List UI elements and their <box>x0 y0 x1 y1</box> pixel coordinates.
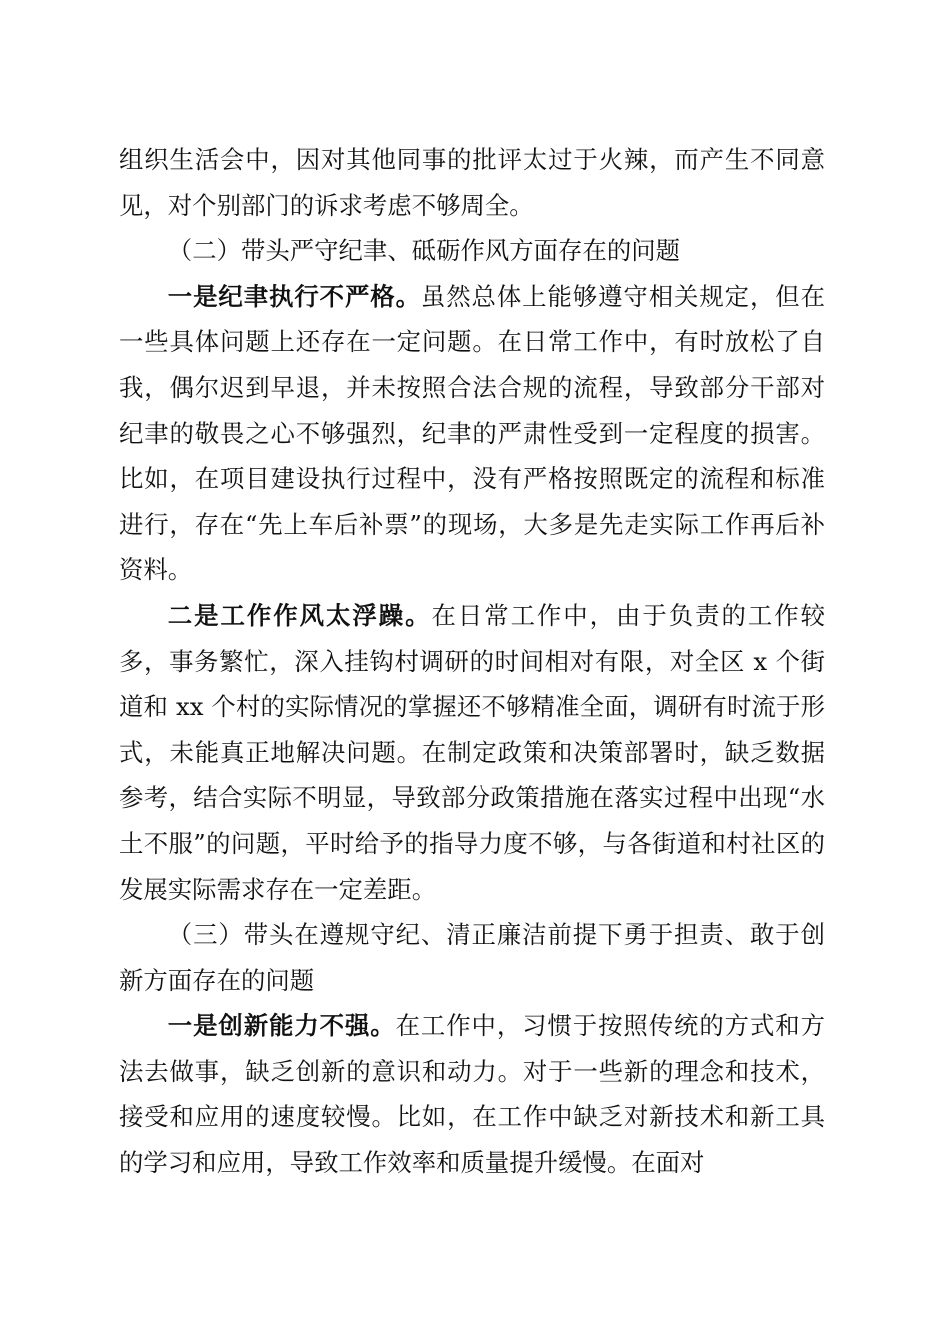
document-page <box>119 137 825 1186</box>
section-3-item-1-body: 在工作中，习惯于按照传统的方式和方法去做事，缺乏创新的意识和动力。对于一些新的理念和技术，接受和应用的速度较慢。比如，在工作中缺乏对新技术和新工具的学习和应用，导致工作效率和质量提升缓慢。在面对 <box>119 1011 825 1178</box>
section-3-item-1-lead: 一是创新能力不强。 <box>167 1011 396 1041</box>
section-2-item-2-body: 在日常工作中，由于负责的工作较多，事务繁忙，深入挂钩村调研的时间相对有限，对全区 x 个街道和 xx 个村的实际情况的掌握还不够精准全面，调研有时流于形式，未能真正地解决问题。在制定政策和决策部署时，缺乏数据参考，结合实际不明显，导致部分政策措施在落实过程中出现“水土不服”的问题，平时给予的指导力度不够，与各街道和村社区的发展实际需求存在一定差距。 <box>119 600 825 904</box>
section-2-item-1 <box>119 274 825 593</box>
section-2-item-1-lead: 一是纪聿执行不严格。 <box>167 281 421 311</box>
section-2-item-1-body: 虽然总体上能够遵守相关规定，但在一些具体问题上还存在一定问题。在日常工作中，有时放松了自我，偶尔迟到早退，并未按照合法合规的流程，导致部分干部对纪聿的敬畏之心不够强烈，纪聿的严肃性受到一定程度的损害。比如，在项目建设执行过程中，没有严格按照既定的流程和标准进行，存在“先上车后补票”的现场，大多是先走实际工作再后补资料。 <box>119 281 825 585</box>
section-3-heading: （三）带头在遵规守纪、清正廉洁前提下勇于担责、敢于创新方面存在的问题 <box>119 920 825 995</box>
section-3-item-1 <box>119 1003 825 1185</box>
section-2-item-2 <box>119 593 825 912</box>
intro-paragraph: 组织生活会中，因对其他同事的批评太过于火辣，而产生不同意见，对个别部门的诉求考虑不够周全。 <box>119 145 825 220</box>
section-2-item-2-lead: 二是工作作风太浮躁。 <box>167 600 432 630</box>
section-2-heading: （二）带头严守纪聿、砥砺作风方面存在的问题 <box>167 236 681 266</box>
